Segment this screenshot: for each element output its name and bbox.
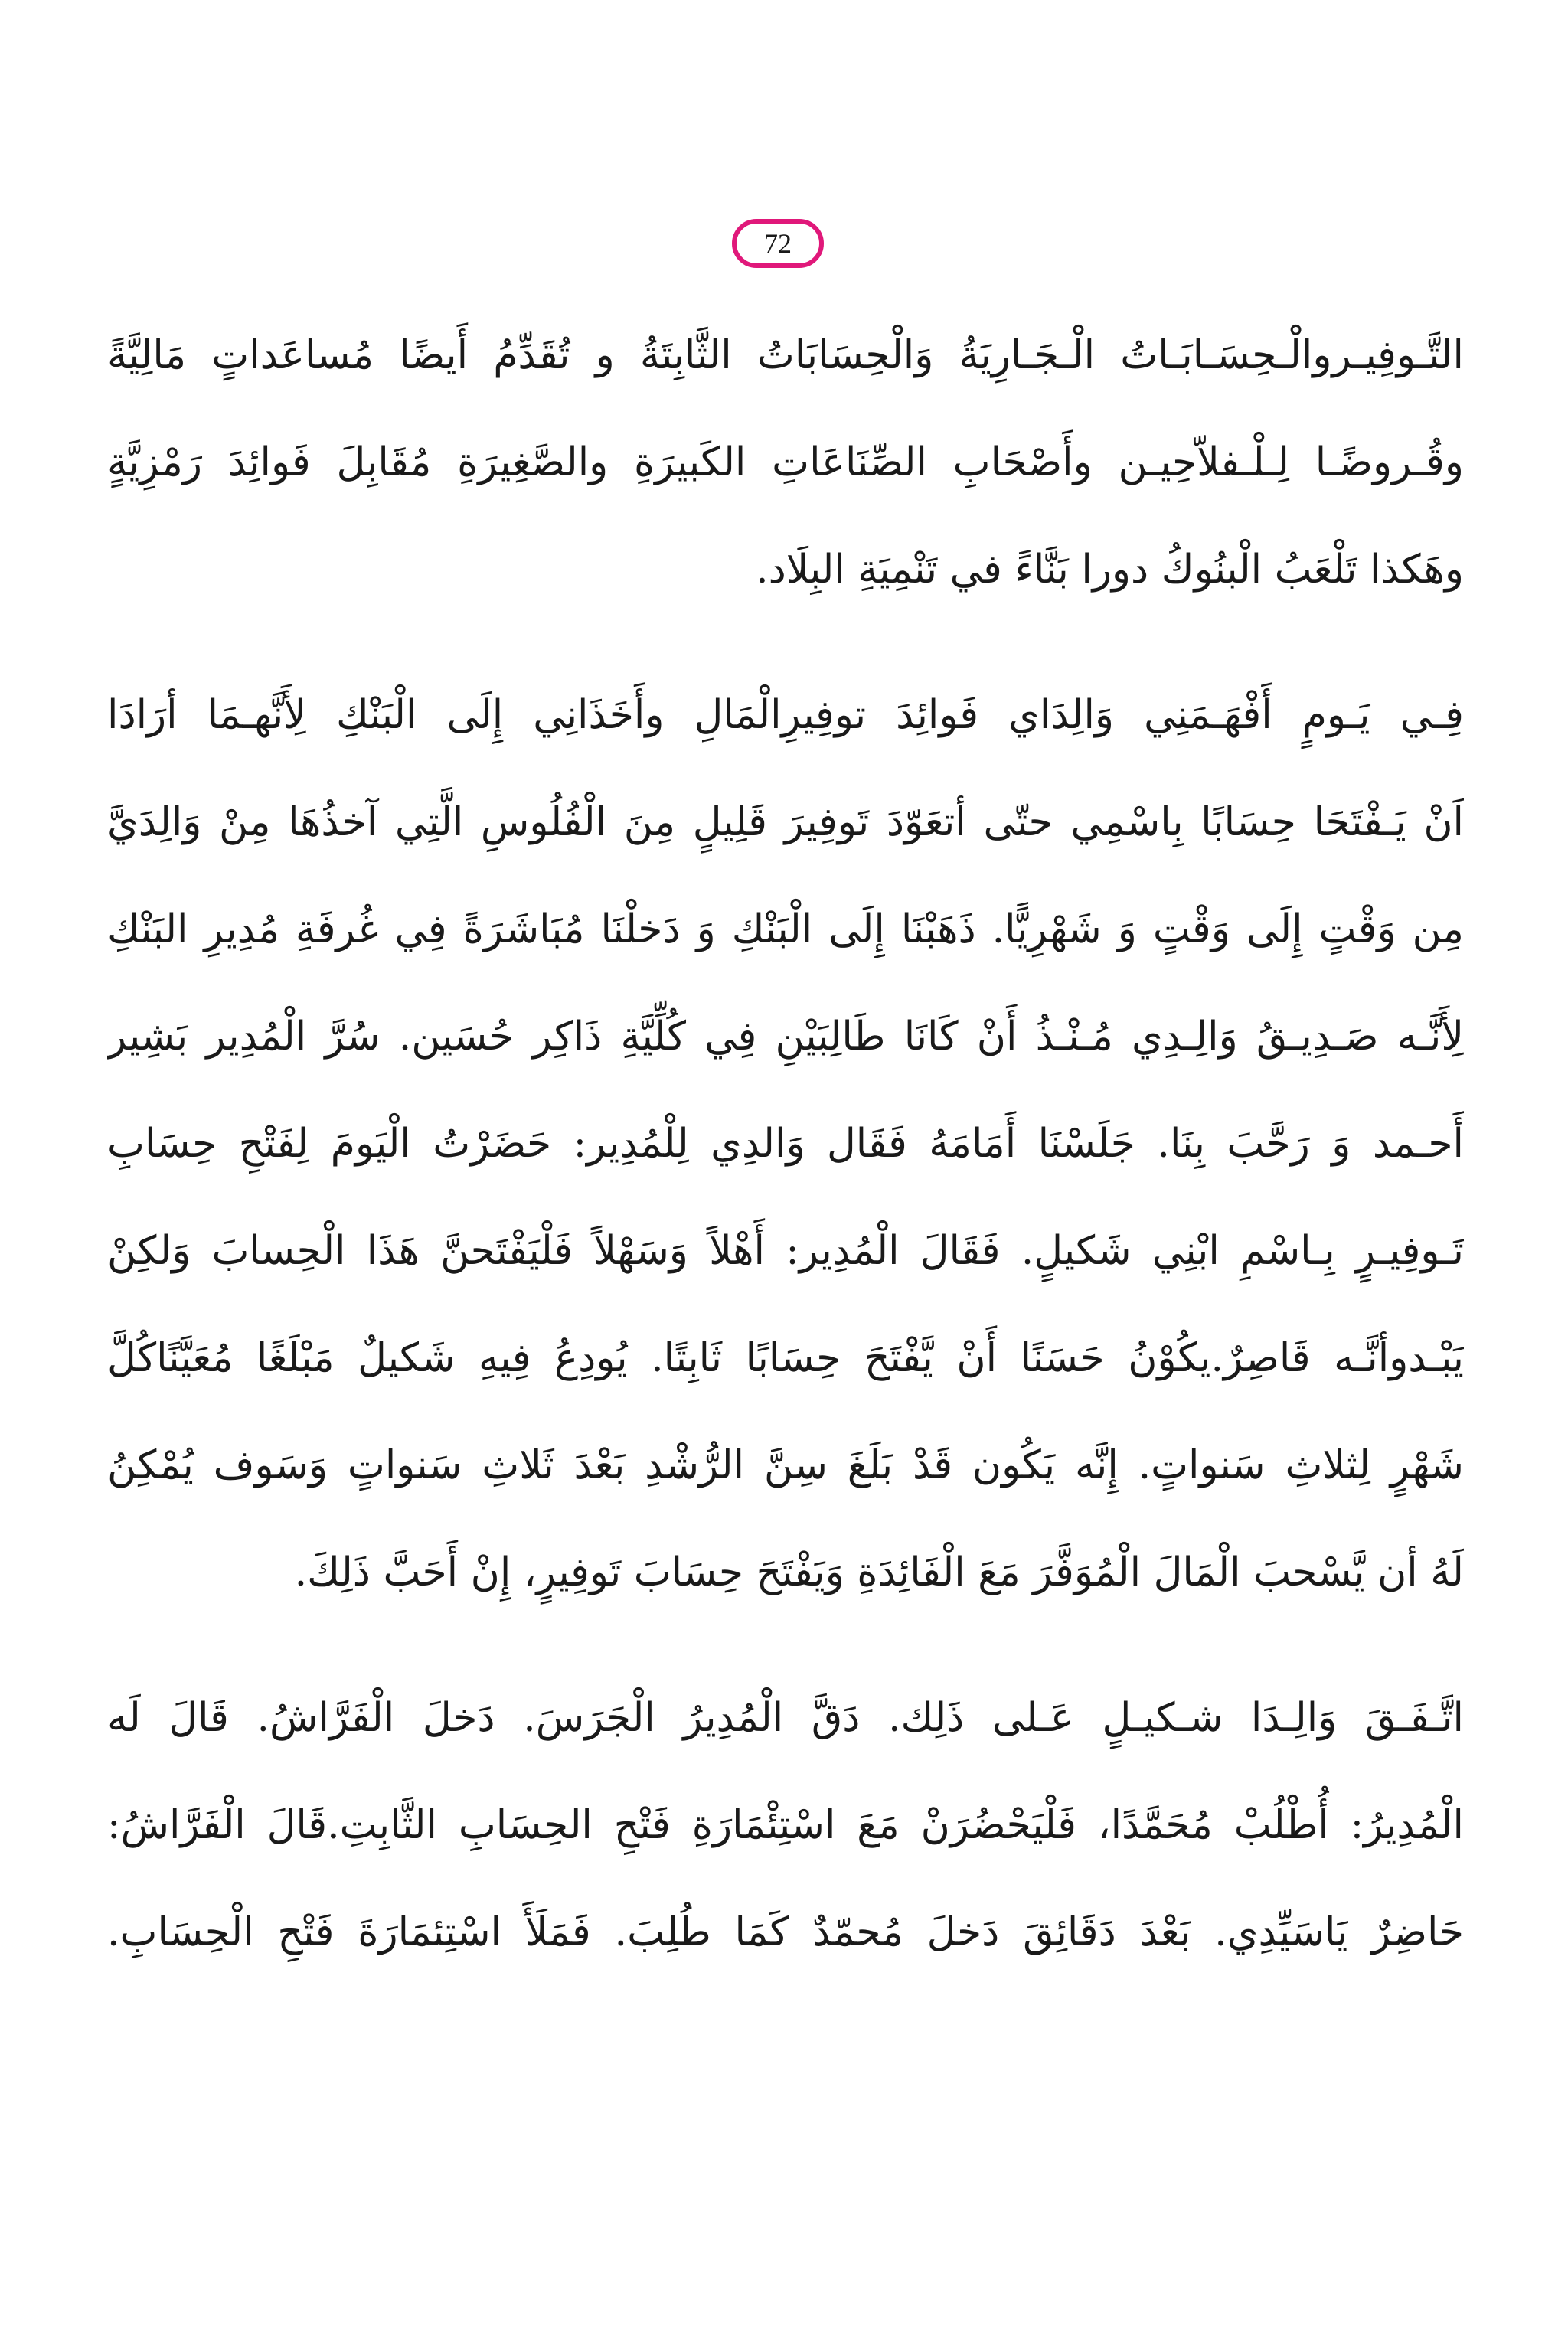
text-line-1: التَّـوفِيـروالْـحِسَـابَـاتُ الْـجَـارِيَةُ وَالْحِسَابَاتُ الثَّابِتَةُ و تُقَدِّمُ أَيضًا مُساعَداتٍ مَالِيَّةً xyxy=(107,332,1464,378)
text-line-6: مِن وَقْتٍ إِلَى وَقْتٍ وَ شَهْرِيًّا. ذَهَبْنَا إِلَى الْبَنْكِ وَ دَخلْنَا مُبَاشَرَةً فِي غُرفَةِ مُدِيرِ البَنْكِ xyxy=(107,906,1464,952)
page-number-badge: 72 xyxy=(732,219,824,268)
text-line-8: أَحـمد وَ رَحَّبَ بِنَا. جَلَسْنَا أَمَامَهُ فَقَال وَالدِي لِلْمُدِير: حَضَرْتُ الْيَومَ لِفَتْحِ حِسَابِ xyxy=(107,1121,1464,1167)
text-line-7: لِأَنَّـه صَـدِيـقُ وَالِـدِي مُـنْـذُ أَنْ كَانَا طَالِبَيْنِ فِي كُلِّيَّةِ ذَاكِر حُسَين. سُرَّ الْمُدِير بَشِير xyxy=(107,1014,1464,1060)
text-line-9: تَـوفِيـرٍ بِـاسْمِ ابْنِي شَكيلٍ. فَقَالَ الْمُدِير: أَهْلاً وَسَهْلاً فَلْيَفْتَحنَّ هَذَا الْحِسابَ وَلكِنْ xyxy=(107,1228,1464,1274)
text-line-4: فِـي يَـومٍ أَفْهَـمَنِي وَالِدَاي فَوائِدَ توفِيرِالْمَالِ وأَخَذَانِي إِلَى الْبَنْكِ لِأَنَّهـمَا أرَادَا xyxy=(107,692,1464,738)
text-line-14: الْمُدِيرُ: أُطْلُبْ مُحَمَّدًا، فَلْيَحْضُرَنْ مَعَ اسْتِئْمَارَةِ فَتْحِ الحِسَابِ الثَّابِتِ.قَالَ الْفَرَّاشُ: xyxy=(107,1802,1464,1848)
text-line-12: لَهُ أن يَّسْحبَ الْمَالَ الْمُوَفَّرَ مَعَ الْفَائِدَةِ وَيَفْتَحَ حِسَابَ تَوفِيرٍ، إِنْ أَحَبَّ ذَلِكَ. xyxy=(294,1550,1464,1595)
text-line-13: اتَّـفَـقَ وَالِـدَا شـكيـلٍ عَـلى ذَلِك. دَقَّ الْمُدِيرُ الْجَرَسَ. دَخلَ الْفَرَّاشُ. قَالَ لَه xyxy=(107,1695,1464,1741)
text-line-5: اَنْ يَـفْتَحَا حِسَابًا بِاسْمِي حتّى أتعَوّدَ تَوفِيرَ قَلِيلٍ مِنَ الْفُلُوسِ الَّتِي آخذُهَا مِنْ وَالِدَيَّ xyxy=(107,799,1464,845)
text-line-3: وهَكذا تَلْعَبُ الْبنُوكُ دورا بَنَّاءً في تَنْمِيَةِ البِلَاد. xyxy=(756,547,1464,593)
text-line-10: يَبْـدوأنَّـه قَاصِرٌ.يكُوْنُ حَسَنًا أَنْ يَّفْتَحَ حِسَابًا ثَابِتًا. يُودِعُ فِيهِ شَكيلٌ مَبْلَغًا مُعَيَّنًاكُلَّ xyxy=(107,1335,1464,1381)
text-line-2: وقُـروضًـا لِـلْـفلاّحِيـن وأَصْحَابِ الصِّنَاعَاتِ الكَبيرَةِ والصَّغِيرَةِ مُقَابِلَ فَوائِدَ رَمْزِيَّةٍ xyxy=(107,439,1464,485)
text-line-15: حَاضِرٌ يَاسَيِّدِي. بَعْدَ دَقَائِقَ دَخلَ مُحمّدٌ كَمَا طُلِبَ. فَمَلَأَ اسْتِئمَارَةَ فَتْحِ الْحِسَابِ. xyxy=(107,1909,1464,1955)
text-line-11: شَهْرٍ لِثلاثِ سَنواتٍ. إِنَّه يَكُون قَدْ بَلَغَ سِنَّ الرُّشْدِ بَعْدَ ثَلاثِ سَنواتٍ وَسَوف يُمْكِنُ xyxy=(107,1442,1464,1488)
